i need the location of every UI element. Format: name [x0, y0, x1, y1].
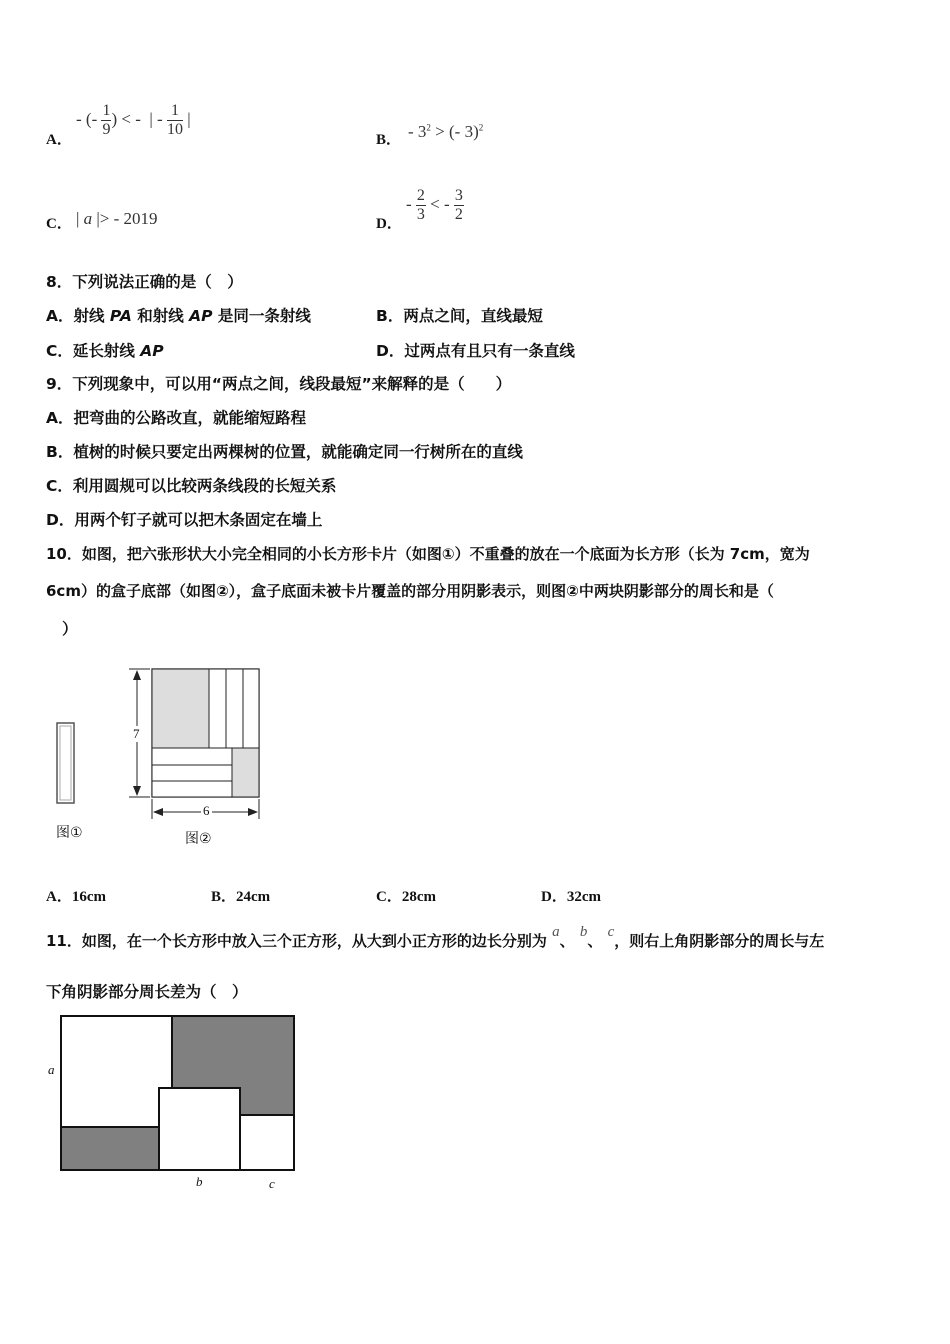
q10-width-label: 6	[203, 803, 210, 818]
q7-option-a-label: A．	[46, 132, 72, 148]
q9-stem: 9．下列现象中，可以用“两点之间，线段最短”来解释的是（ ）	[46, 375, 512, 393]
q10-figure-2	[124, 662, 274, 852]
q11-stem-line1-post: ，则右上角阴影部分的周长与左	[614, 932, 825, 950]
q10-card-drawing	[54, 720, 84, 810]
q9-option-c: C．利用圆规可以比较两条线段的长短关系	[46, 477, 337, 495]
q11-sep-1: 、	[559, 932, 575, 950]
q10-option-c: C．28cm	[376, 889, 436, 905]
horizontal-card-3	[152, 781, 232, 797]
q10-figure-1	[54, 720, 84, 840]
q8-option-c	[46, 339, 164, 361]
q10-stem-line1: 10．如图，把六张形状大小完全相同的小长方形卡片（如图①）不重叠的放在一个底面为长方形（长为 7cm，宽为	[46, 545, 810, 563]
q9-option-d: D．用两个钉子就可以把木条固定在墙上	[46, 511, 323, 529]
q10-stem-line2: 6cm）的盒子底部（如图②），盒子底面未被卡片覆盖的部分用阴影表示，则图②中两块阴影部分的周长和是（	[46, 582, 774, 600]
q11-var-a: a	[552, 924, 560, 940]
q11-drawing	[44, 1010, 304, 1195]
q8-option-c-ap: AP	[140, 342, 164, 360]
shade-top-left	[152, 669, 209, 748]
vertical-card-1	[209, 669, 226, 748]
q11-var-b: b	[579, 924, 588, 940]
q10-box-drawing	[124, 662, 274, 822]
square-b	[159, 1088, 240, 1170]
q10-stem-line3: ）	[62, 620, 78, 638]
q10-figure-1-caption: 图①	[56, 825, 83, 841]
q8-option-d: D．过两点有且只有一条直线	[376, 342, 575, 360]
shade-bottom-left	[61, 1127, 172, 1170]
q8-option-a-mid: 和射线	[131, 307, 190, 325]
q10-option-b: B．24cm	[211, 889, 271, 905]
q7-option-a	[46, 100, 346, 152]
q11-sep-2: 、	[587, 932, 603, 950]
square-c	[240, 1115, 294, 1170]
q8-option-a-post: 是同一条射线	[212, 307, 311, 325]
q7-option-c	[46, 208, 346, 238]
q8-option-a-ap: AP	[189, 307, 213, 325]
q11-stem-line1-pre: 11．如图，在一个长方形中放入三个正方形，从大到小正方形的边长分别为	[46, 932, 547, 950]
q8-option-a-pre: A．射线	[46, 307, 110, 325]
q11-label-c: c	[269, 1176, 275, 1191]
q7-option-d-expression: - $\frac{2}{3}$ < - $\frac{3}{2}$	[406, 187, 463, 223]
q11-label-b: b	[196, 1174, 203, 1189]
q10-height-label: 7	[133, 726, 140, 741]
q8-option-b: B．两点之间，直线最短	[376, 307, 543, 325]
vertical-card-2	[226, 669, 243, 748]
q7-option-a-expression: - (- $\frac{1}{9}$ ) < - | - $\frac{1}{10}$ |	[76, 102, 191, 138]
q11-stem-line2: 下角阴影部分周长差为（ ）	[46, 983, 248, 1001]
q9-option-b: B．植树的时候只要定出两棵树的位置，就能确定同一行树所在的直线	[46, 443, 523, 461]
q7-option-c-expression: | a |> - 2019	[76, 209, 158, 228]
q11-label-a: a	[48, 1062, 55, 1077]
q10-figure-2-caption: 图②	[185, 831, 212, 847]
q7-option-c-label: C．	[46, 216, 72, 232]
horizontal-card-1	[152, 748, 232, 765]
q11-stem-line1	[46, 924, 825, 951]
q11-figure	[44, 1010, 304, 1195]
shade-bottom-right	[232, 748, 259, 797]
q7-option-b-expression: - $3^2$ > (- 3)$^2$	[408, 122, 484, 141]
q10-option-d: D．32cm	[541, 889, 601, 905]
q8-stem: 8．下列说法正确的是（ ）	[46, 273, 243, 291]
q8-option-a-pa: PA	[109, 307, 132, 325]
q8-option-a	[46, 304, 311, 326]
q8-option-c-pre: C．延长射线	[46, 342, 141, 360]
q7-option-b	[376, 118, 676, 148]
q11-var-c: c	[607, 924, 615, 940]
q7-option-d	[376, 185, 676, 237]
vertical-card-3	[243, 669, 259, 748]
square-a	[61, 1016, 172, 1127]
q7-option-d-label: D．	[376, 216, 402, 232]
q7-option-b-label: B．	[376, 132, 402, 148]
q9-option-a: A．把弯曲的公路改直，就能缩短路程	[46, 409, 306, 427]
q10-option-a: A．16cm	[46, 889, 106, 905]
horizontal-card-2	[152, 765, 232, 781]
